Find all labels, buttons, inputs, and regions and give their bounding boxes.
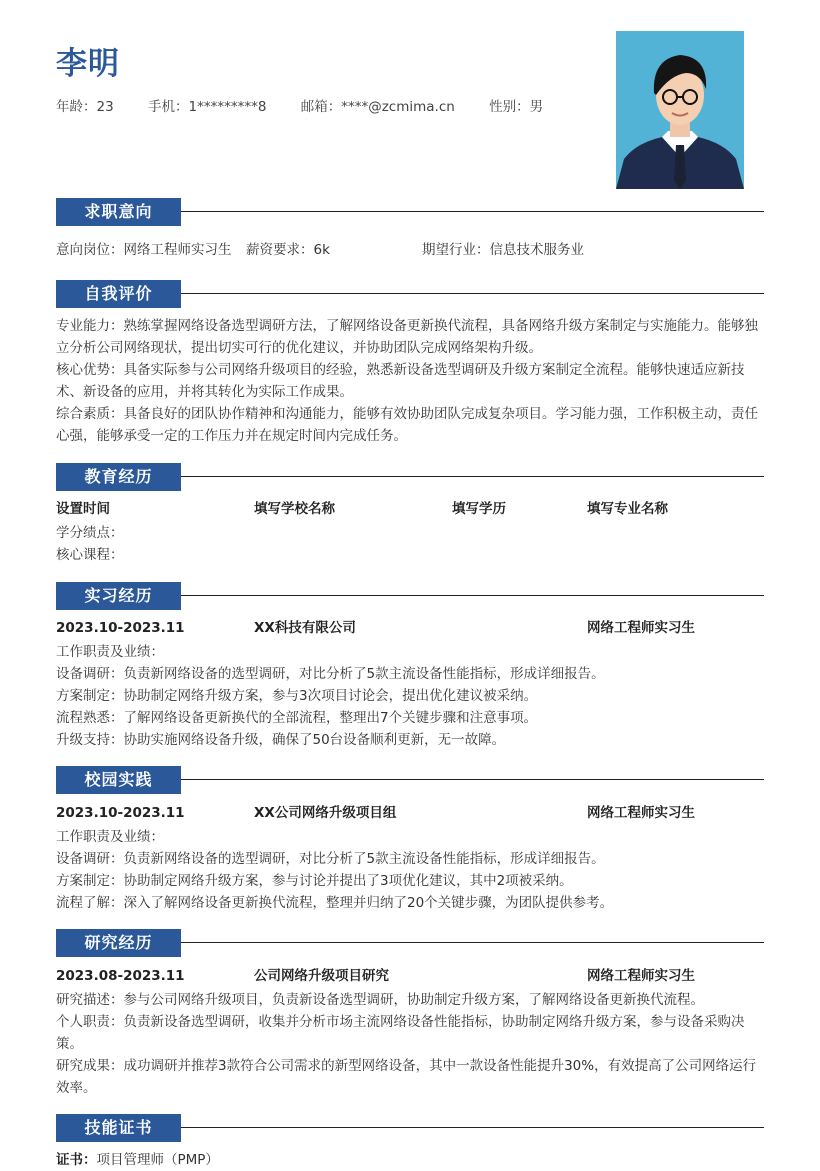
section-title: 校园实践 [56,766,181,794]
email-text: 邮箱：****@zcmima.cn [300,99,455,115]
campus-role: 网络工程师实习生 [587,805,695,821]
campus-org: XX公司网络升级项目组 [254,805,397,821]
self-evaluation-text [56,315,766,447]
self-line: 核心优势：具备实际参与公司网络升级项目的经验，熟悉新设备选型调研及升级方案制定全流程。能够快速适应新技术、新设备的应用，并将其转化为实际工作成果。 [56,362,745,400]
section-job-intent [56,198,764,226]
edu-major: 填写专业名称 [587,501,668,517]
campus-time: 2023.10-2023.11 [56,805,185,821]
campus-line: 流程了解：深入了解网络设备更新换代流程，整理并归纳了20个关键步骤，为团队提供参考。 [56,895,614,911]
section-research [56,929,764,957]
section-title: 实习经历 [56,582,181,610]
internship-details [56,641,766,751]
intern-role: 网络工程师实习生 [587,620,695,636]
intern-line: 工作职责及业绩： [56,644,164,660]
section-divider [181,1127,764,1128]
self-line: 专业能力：熟练掌握网络设备选型调研方法，了解网络设备更新换代流程，具备网络升级方案制定与实施能力。能够独立分析公司网络现状，提出切实可行的优化建议，并协助团队完成网络架构升级。 [56,318,758,356]
research-line: 个人职责：负责新设备选型调研，收集并分析市场主流网络设备性能指标，协助制定网络升级方案，参与设备采购决策。 [56,1014,745,1052]
campus-details [56,826,766,914]
candidate-name: 李明 [56,46,120,82]
section-divider [181,595,764,596]
section-self-evaluation [56,280,764,308]
intern-company: XX科技有限公司 [254,620,356,636]
cert-value: 项目管理师（PMP） [96,1152,219,1168]
research-details [56,989,766,1099]
edu-gpa: 学分绩点： [56,525,124,541]
gender-text: 性别：男 [489,99,544,115]
section-campus-practice [56,766,764,794]
research-role: 网络工程师实习生 [587,968,695,984]
section-skills [56,1114,764,1142]
self-line: 综合素质：具备良好的团队协作精神和沟通能力，能够有效协助团队完成复杂项目。学习能力强，工作积极主动，责任心强，能够承受一定的工作压力并在规定时间内完成任务。 [56,406,758,444]
campus-line: 方案制定：协助制定网络升级方案，参与讨论并提出了3项优化建议，其中2项被采纳。 [56,873,573,889]
intern-line: 方案制定：协助制定网络升级方案，参与3次项目讨论会，提出优化建议被采纳。 [56,688,538,704]
edu-time: 设置时间 [56,501,110,517]
cert-label: 证书： [56,1152,97,1168]
intent-salary: 薪资要求：6k [246,242,330,258]
research-project: 公司网络升级项目研究 [254,968,389,984]
age-text: 年龄：23 [56,99,114,115]
phone-text: 手机：1*********8 [147,99,267,115]
section-internship [56,582,764,610]
section-divider [181,779,764,780]
intent-position: 意向岗位：网络工程师实习生 [56,242,232,258]
edu-courses: 核心课程： [56,547,124,563]
intern-time: 2023.10-2023.11 [56,620,185,636]
section-title: 求职意向 [56,198,181,226]
section-divider [181,942,764,943]
section-title: 研究经历 [56,929,181,957]
profile-photo [616,31,744,189]
portrait-illustration [616,31,744,189]
certificate-row [56,1149,219,1171]
campus-line: 工作职责及业绩： [56,829,164,845]
edu-school: 填写学校名称 [254,501,335,517]
section-education [56,463,764,491]
intern-line: 流程熟悉：了解网络设备更新换代的全部流程，整理出7个关键步骤和注意事项。 [56,710,538,726]
research-line: 研究描述：参与公司网络升级项目，负责新设备选型调研，协助制定升级方案，了解网络设备更新换代流程。 [56,992,704,1008]
section-title: 教育经历 [56,463,181,491]
research-time: 2023.08-2023.11 [56,968,185,984]
campus-line: 设备调研：负责新网络设备的选型调研，对比分析了5款主流设备性能指标，形成详细报告。 [56,851,605,867]
section-divider [181,293,764,294]
intern-line: 升级支持：协助实施网络设备升级，确保了50台设备顺利更新，无一故障。 [56,732,506,748]
section-divider [181,476,764,477]
section-title: 技能证书 [56,1114,181,1142]
intent-industry: 期望行业：信息技术服务业 [422,242,584,258]
edu-degree: 填写学历 [452,501,506,517]
section-divider [181,211,764,212]
research-line: 研究成果：成功调研并推荐3款符合公司需求的新型网络设备，其中一款设备性能提升30%，有效提高了公司网络运行效率。 [56,1058,757,1096]
section-title: 自我评价 [56,280,181,308]
personal-info [56,95,573,115]
intern-line: 设备调研：负责新网络设备的选型调研，对比分析了5款主流设备性能指标，形成详细报告。 [56,666,605,682]
